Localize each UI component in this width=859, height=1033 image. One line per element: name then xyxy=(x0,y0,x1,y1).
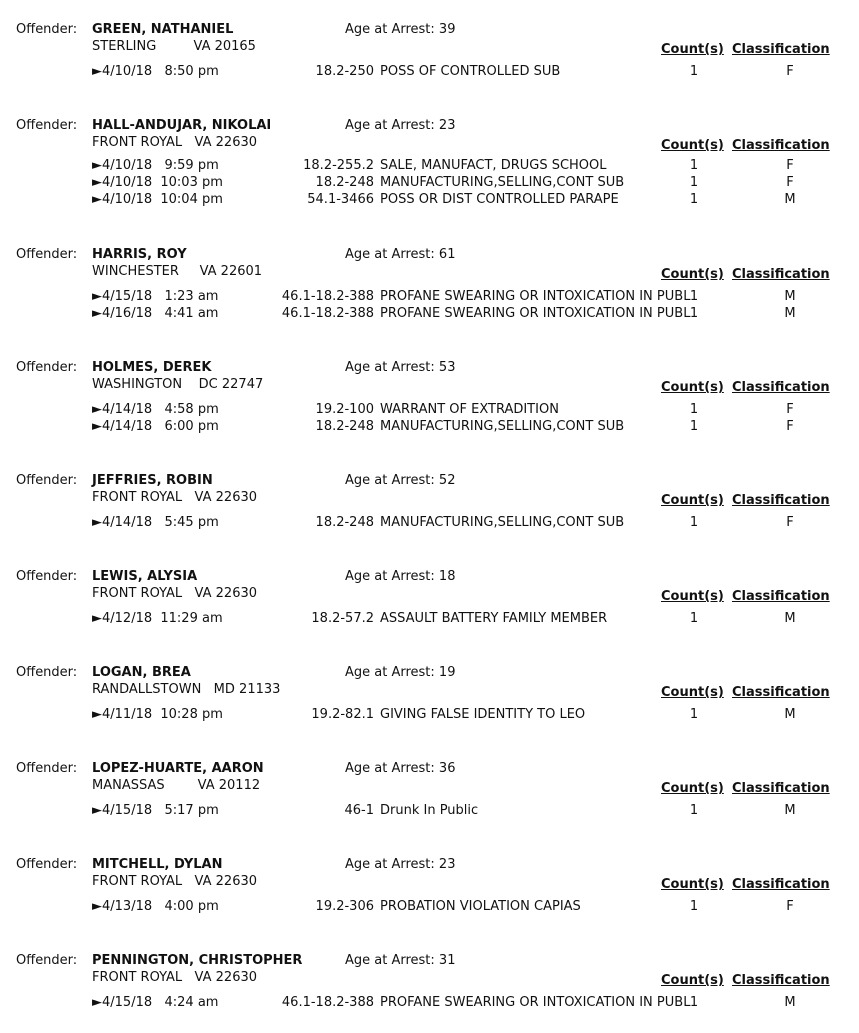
charge-classification: F xyxy=(786,899,794,914)
age-value: 39 xyxy=(438,22,456,37)
offender-record xyxy=(0,473,859,553)
offender-name: MITCHELL, DYLAN xyxy=(92,857,223,872)
counts-header: Count(s) xyxy=(661,973,724,988)
age-label: Age at Arrest: xyxy=(345,473,439,488)
charge-description: PROFANE SWEARING OR INTOXICATION IN PUBL xyxy=(380,289,691,304)
age-label: Age at Arrest: xyxy=(345,953,439,968)
age-at-arrest xyxy=(345,473,455,489)
age-at-arrest xyxy=(345,857,455,873)
counts-header: Count(s) xyxy=(661,589,724,604)
charge-classification: F xyxy=(786,175,794,190)
charge-classification: M xyxy=(784,289,796,304)
charge-datetime: ►4/12/18 11:29 am xyxy=(92,611,223,626)
charge-code: 18.2-248 xyxy=(315,175,374,190)
charge-code: 54.1-3466 xyxy=(307,192,374,207)
counts-header: Count(s) xyxy=(661,42,724,57)
charge-count: 1 xyxy=(689,707,699,722)
charge-datetime: ►4/10/18 10:03 pm xyxy=(92,175,223,190)
age-label: Age at Arrest: xyxy=(345,118,439,133)
offender-record xyxy=(0,569,859,649)
offender-record xyxy=(0,118,859,207)
age-value: 52 xyxy=(438,473,456,488)
charge-datetime: ►4/14/18 5:45 pm xyxy=(92,515,219,530)
charge-datetime: ►4/14/18 4:58 pm xyxy=(92,402,219,417)
charge-count: 1 xyxy=(689,175,699,190)
charge-datetime: ►4/11/18 10:28 pm xyxy=(92,707,223,722)
charge-description: POSS OR DIST CONTROLLED PARAPE xyxy=(380,192,619,207)
age-value: 36 xyxy=(438,761,456,776)
charge-code: 46.1-18.2-388 xyxy=(281,306,374,321)
offender-name: LOGAN, BREA xyxy=(92,665,191,680)
offender-address: FRONT ROYAL VA 22630 xyxy=(92,874,258,889)
charge-description: WARRANT OF EXTRADITION xyxy=(380,402,559,417)
offender-label: Offender: xyxy=(16,857,78,872)
charge-classification: M xyxy=(784,803,796,818)
age-at-arrest xyxy=(345,569,455,585)
counts-header: Count(s) xyxy=(661,267,724,282)
offender-label: Offender: xyxy=(16,569,78,584)
offender-address: WINCHESTER VA 22601 xyxy=(92,264,263,279)
charge-datetime: ►4/15/18 4:24 am xyxy=(92,995,219,1010)
charge-code: 18.2-248 xyxy=(315,419,374,434)
age-at-arrest xyxy=(345,22,455,38)
charge-code: 18.2-255.2 xyxy=(303,158,374,173)
offender-record xyxy=(0,22,859,102)
offender-address: FRONT ROYAL VA 22630 xyxy=(92,970,258,985)
age-at-arrest xyxy=(345,761,455,777)
charge-description: MANUFACTURING,SELLING,CONT SUB xyxy=(380,419,625,434)
charge-classification: M xyxy=(784,192,796,207)
offender-name: HOLMES, DEREK xyxy=(92,360,212,375)
charge-count: 1 xyxy=(689,64,699,79)
offender-address: FRONT ROYAL VA 22630 xyxy=(92,586,258,601)
classification-header: Classification xyxy=(732,380,830,395)
charge-code: 18.2-57.2 xyxy=(311,611,374,626)
age-at-arrest xyxy=(345,118,455,134)
charge-datetime: ►4/10/18 8:50 pm xyxy=(92,64,219,79)
charge-description: MANUFACTURING,SELLING,CONT SUB xyxy=(380,175,625,190)
charge-classification: F xyxy=(786,158,794,173)
charge-classification: M xyxy=(784,611,796,626)
charge-classification: M xyxy=(784,995,796,1010)
charge-classification: F xyxy=(786,402,794,417)
age-value: 19 xyxy=(438,665,456,680)
charge-code: 46.1-18.2-388 xyxy=(281,995,374,1010)
charge-description: GIVING FALSE IDENTITY TO LEO xyxy=(380,707,586,722)
offender-label: Offender: xyxy=(16,761,78,776)
charge-row xyxy=(0,158,859,175)
charge-row xyxy=(0,803,859,820)
charge-count: 1 xyxy=(689,306,699,321)
counts-header: Count(s) xyxy=(661,685,724,700)
age-label: Age at Arrest: xyxy=(345,569,439,584)
classification-header: Classification xyxy=(732,138,830,153)
charge-datetime: ►4/15/18 1:23 am xyxy=(92,289,219,304)
offender-address: RANDALLSTOWN MD 21133 xyxy=(92,682,281,697)
age-label: Age at Arrest: xyxy=(345,247,439,262)
charge-row xyxy=(0,64,859,81)
charge-row xyxy=(0,419,859,436)
counts-header: Count(s) xyxy=(661,138,724,153)
offender-name: JEFFRIES, ROBIN xyxy=(92,473,213,488)
charge-count: 1 xyxy=(689,611,699,626)
counts-header: Count(s) xyxy=(661,781,724,796)
offender-record xyxy=(0,247,859,327)
classification-header: Classification xyxy=(732,877,830,892)
offender-name: GREEN, NATHANIEL xyxy=(92,22,234,37)
age-value: 18 xyxy=(438,569,456,584)
age-value: 23 xyxy=(438,118,456,133)
age-label: Age at Arrest: xyxy=(345,857,439,872)
charge-description: Drunk In Public xyxy=(380,803,479,818)
offender-name: LOPEZ-HUARTE, AARON xyxy=(92,761,264,776)
offender-name: PENNINGTON, CHRISTOPHER xyxy=(92,953,303,968)
charge-description: PROFANE SWEARING OR INTOXICATION IN PUBL xyxy=(380,995,691,1010)
offender-record xyxy=(0,665,859,745)
age-label: Age at Arrest: xyxy=(345,22,439,37)
charge-count: 1 xyxy=(689,899,699,914)
offender-label: Offender: xyxy=(16,22,78,37)
offender-name: HALL-ANDUJAR, NIKOLAI xyxy=(92,118,272,133)
charge-classification: F xyxy=(786,419,794,434)
charge-description: PROBATION VIOLATION CAPIAS xyxy=(380,899,581,914)
charge-datetime: ►4/10/18 9:59 pm xyxy=(92,158,219,173)
charge-code: 46.1-18.2-388 xyxy=(281,289,374,304)
charge-classification: M xyxy=(784,306,796,321)
age-at-arrest xyxy=(345,360,455,376)
charge-classification: M xyxy=(784,707,796,722)
offender-address: FRONT ROYAL VA 22630 xyxy=(92,135,258,150)
offender-address: MANASSAS VA 20112 xyxy=(92,778,261,793)
offender-label: Offender: xyxy=(16,665,78,680)
offender-label: Offender: xyxy=(16,473,78,488)
age-at-arrest xyxy=(345,953,455,969)
charge-datetime: ►4/10/18 10:04 pm xyxy=(92,192,223,207)
charge-code: 18.2-248 xyxy=(315,515,374,530)
charge-row xyxy=(0,515,859,532)
counts-header: Count(s) xyxy=(661,380,724,395)
offender-record xyxy=(0,761,859,841)
charge-count: 1 xyxy=(689,803,699,818)
charge-row xyxy=(0,289,859,306)
charge-classification: F xyxy=(786,515,794,530)
offender-label: Offender: xyxy=(16,247,78,262)
charge-row xyxy=(0,899,859,916)
charge-row xyxy=(0,995,859,1012)
charge-code: 18.2-250 xyxy=(315,64,374,79)
charge-count: 1 xyxy=(689,515,699,530)
offender-record xyxy=(0,857,859,937)
classification-header: Classification xyxy=(732,42,830,57)
charge-code: 19.2-82.1 xyxy=(311,707,374,722)
counts-header: Count(s) xyxy=(661,493,724,508)
charge-description: ASSAULT BATTERY FAMILY MEMBER xyxy=(380,611,608,626)
charge-datetime: ►4/13/18 4:00 pm xyxy=(92,899,219,914)
offender-label: Offender: xyxy=(16,360,78,375)
offender-record xyxy=(0,953,859,1033)
charge-row xyxy=(0,175,859,192)
charge-datetime: ►4/14/18 6:00 pm xyxy=(92,419,219,434)
offender-name: LEWIS, ALYSIA xyxy=(92,569,198,584)
age-label: Age at Arrest: xyxy=(345,360,439,375)
age-label: Age at Arrest: xyxy=(345,761,439,776)
charge-count: 1 xyxy=(689,158,699,173)
offender-address: WASHINGTON DC 22747 xyxy=(92,377,264,392)
charge-row xyxy=(0,707,859,724)
offender-address: FRONT ROYAL VA 22630 xyxy=(92,490,258,505)
classification-header: Classification xyxy=(732,781,830,796)
classification-header: Classification xyxy=(732,267,830,282)
charge-code: 46-1 xyxy=(344,803,374,818)
charge-row xyxy=(0,192,859,209)
age-value: 53 xyxy=(438,360,456,375)
charge-description: SALE, MANUFACT, DRUGS SCHOOL xyxy=(380,158,607,173)
charge-datetime: ►4/15/18 5:17 pm xyxy=(92,803,219,818)
charge-row xyxy=(0,611,859,628)
charge-description: PROFANE SWEARING OR INTOXICATION IN PUBL xyxy=(380,306,691,321)
offender-label: Offender: xyxy=(16,953,78,968)
classification-header: Classification xyxy=(732,685,830,700)
charge-code: 19.2-100 xyxy=(315,402,374,417)
charge-count: 1 xyxy=(689,192,699,207)
age-at-arrest xyxy=(345,665,455,681)
age-at-arrest xyxy=(345,247,455,263)
offender-record xyxy=(0,360,859,440)
charge-row xyxy=(0,402,859,419)
age-label: Age at Arrest: xyxy=(345,665,439,680)
counts-header: Count(s) xyxy=(661,877,724,892)
charge-code: 19.2-306 xyxy=(315,899,374,914)
classification-header: Classification xyxy=(732,973,830,988)
classification-header: Classification xyxy=(732,589,830,604)
charge-count: 1 xyxy=(689,995,699,1010)
charge-count: 1 xyxy=(689,289,699,304)
offender-name: HARRIS, ROY xyxy=(92,247,187,262)
classification-header: Classification xyxy=(732,493,830,508)
age-value: 61 xyxy=(438,247,456,262)
offender-address: STERLING VA 20165 xyxy=(92,39,256,54)
age-value: 23 xyxy=(438,857,456,872)
age-value: 31 xyxy=(438,953,456,968)
charge-description: POSS OF CONTROLLED SUB xyxy=(380,64,561,79)
offender-label: Offender: xyxy=(16,118,78,133)
charge-description: MANUFACTURING,SELLING,CONT SUB xyxy=(380,515,625,530)
charge-classification: F xyxy=(786,64,794,79)
charge-count: 1 xyxy=(689,402,699,417)
charge-row xyxy=(0,306,859,323)
charge-datetime: ►4/16/18 4:41 am xyxy=(92,306,219,321)
charge-count: 1 xyxy=(689,419,699,434)
